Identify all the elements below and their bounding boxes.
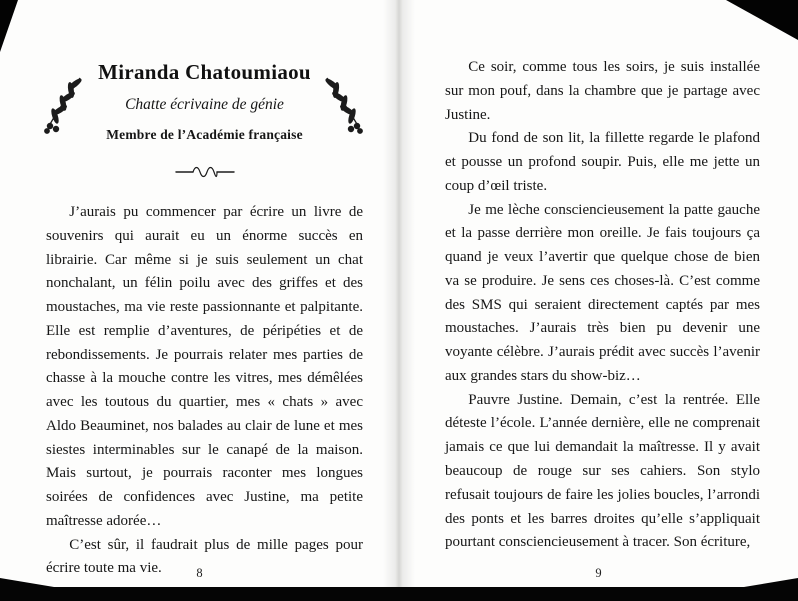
background-corner-top-left: [0, 0, 18, 52]
author-membership: Membre de l’Académie française: [106, 127, 303, 142]
background-bottom-edge: [0, 587, 798, 601]
page-number-left: 8: [196, 566, 203, 580]
olive-branch-left-icon: [42, 74, 84, 139]
right-page: [399, 0, 798, 601]
background-corner-bottom-left: [0, 578, 54, 587]
author-subtitle: Chatte écrivaine de génie: [125, 96, 284, 113]
paragraph: C’est sûr, il faudrait plus de mille pages pour écrire toute ma vie.: [46, 536, 363, 577]
page-number-right: 9: [595, 566, 602, 580]
paragraph: Pauvre Justine. Demain, c’est la rentrée. Elle déteste l’école. L’année dernière, elle ne comprenait jamais ce que lui demandait la maîtresse. Il y avait beaucoup de rouge sur ses cahiers. Son stylo refusait toujours de faire les jolies boucles, l’arrondi des ponts et les barres droites qu’elle s’appliquait pourtant consciencieusement à tracer. Son écriture,: [445, 391, 760, 551]
squiggle-divider-icon: [174, 165, 236, 179]
paragraph: Ce soir, comme tous les soirs, je suis installée sur mon pouf, dans la chambre que je partage avec Justine.: [445, 59, 760, 123]
background-corner-bottom-right: [744, 578, 798, 587]
author-title: Miranda Chatoumiaou: [98, 60, 311, 84]
olive-branch-right-icon: [323, 74, 365, 139]
paragraph: Du fond de son lit, la fillette regarde le plafond et pousse un profond soupir. Puis, elle me jette un coup d’œil triste.: [445, 130, 760, 194]
chapter-header: [46, 60, 363, 179]
paragraph: J’aurais pu commencer par écrire un livre de souvenirs qui aurait eu un énorme succès en librairie. Car même si je suis seulement un chat nonchalant, un félin poilu avec des griffes et des moustaches, ma vie reste passionnante et palpitante. Elle est remplie d’aventures, de péripéties et de rebondissements. Je pourrais relater mes parties de chasse à la mouche contre les vitres, mes démêlées avec les toutous du quartier, mes « chats » avec Aldo Beauminet, nos balades au clair de lune et mes siestes interminables sur le canapé de la maison. Mais surtout, je pourrais raconter mes longues soirées de confidences avec Justine, ma petite maîtresse adorée…: [46, 204, 363, 529]
paragraph: Je me lèche consciencieusement la patte gauche et la passe derrière mon oreille. Je fais toujours ça quand je veux l’avertir que quelque chose de bien va se produire. Je sens ces choses-là. C’est comme des SMS qui seraient directement captés par mes moustaches. J’aurais très bien pu devenir une voyante célèbre. J’aurais prédit avec succès l’avenir aux grandes stars du show-biz…: [445, 201, 760, 384]
background-corner-top-right: [726, 0, 798, 40]
